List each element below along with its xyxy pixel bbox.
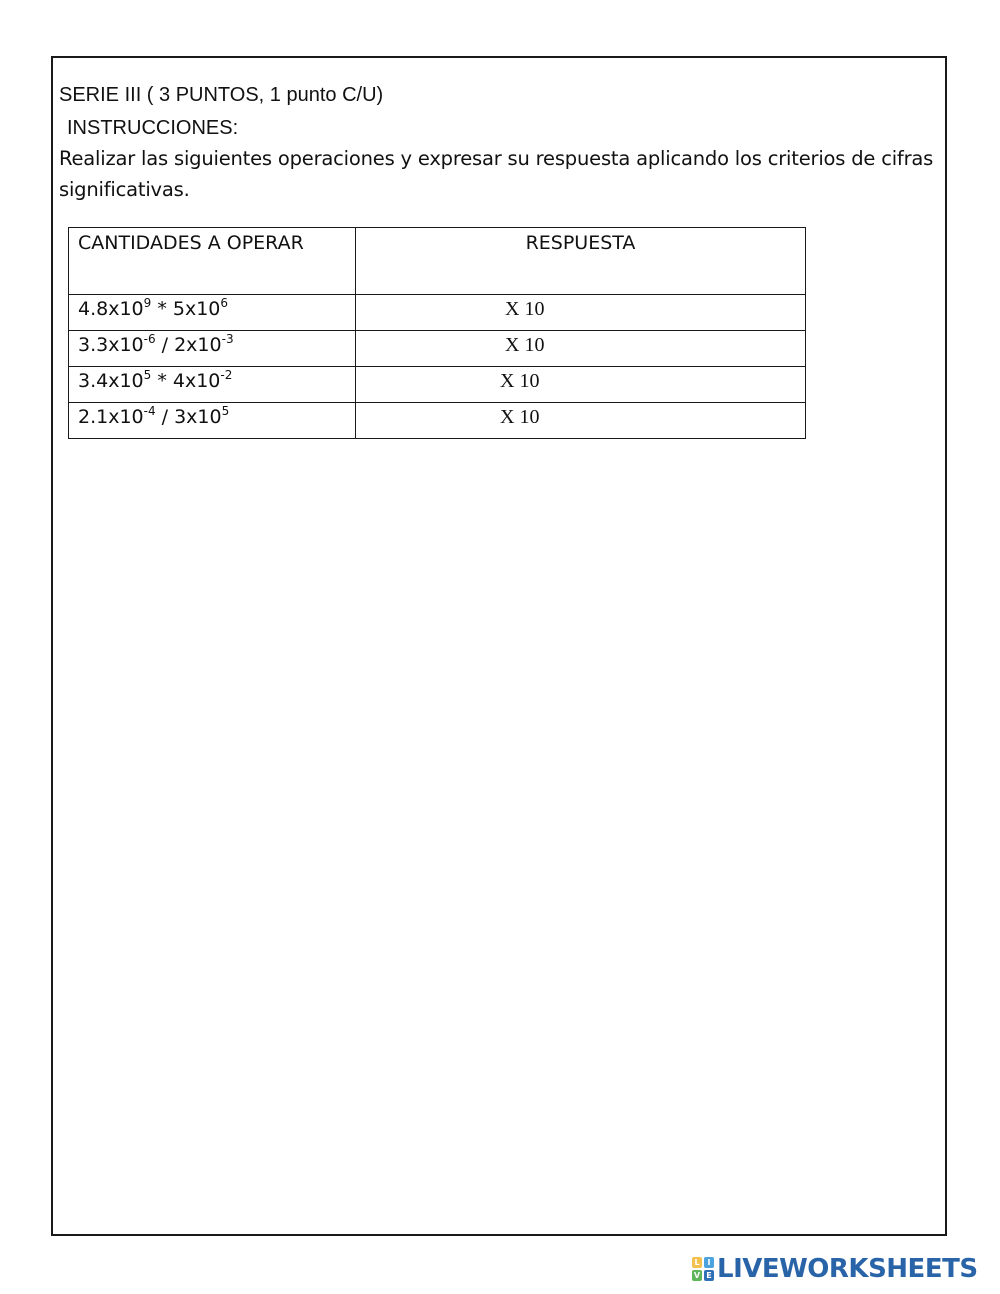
operand-a-base: 4.8x10 xyxy=(78,298,144,320)
operand-a-base: 3.3x10 xyxy=(78,334,144,356)
liveworksheets-logo-icon xyxy=(692,1257,714,1281)
operation-expression xyxy=(69,403,356,439)
instructions-title: INSTRUCCIONES: xyxy=(67,117,239,139)
operand-b-exponent: -2 xyxy=(220,368,233,382)
operand-a-base: 3.4x10 xyxy=(78,370,144,392)
logo-icon-letter: I xyxy=(704,1257,714,1268)
operation-expression xyxy=(69,331,356,367)
header-respuesta: RESPUESTA xyxy=(356,228,806,295)
answer-x10-label: X 10 xyxy=(505,298,545,320)
operand-a-exponent: 5 xyxy=(143,368,152,382)
operator: * xyxy=(151,370,173,392)
liveworksheets-logo[interactable] xyxy=(692,1255,978,1283)
answer-cell[interactable] xyxy=(356,403,806,439)
logo-text: LIVEWORKSHEETS xyxy=(717,1254,978,1284)
operand-b-base: 2x10 xyxy=(174,334,222,356)
operand-b-base: 3x10 xyxy=(174,406,222,428)
logo-icon-letter: V xyxy=(693,1271,701,1280)
operation-expression xyxy=(69,367,356,403)
serie-heading: SERIE III ( 3 PUNTOS, 1 punto C/U) xyxy=(59,84,384,106)
answer-x10-label: X 10 xyxy=(500,370,540,392)
table-row xyxy=(69,403,806,439)
operand-b-base: 5x10 xyxy=(172,298,221,320)
answer-cell[interactable] xyxy=(356,331,806,367)
operand-a-exponent: -4 xyxy=(143,404,156,418)
answer-cell[interactable] xyxy=(356,367,806,403)
answer-cell[interactable] xyxy=(356,295,806,331)
operand-a-exponent: 9 xyxy=(143,296,152,310)
operations-table xyxy=(68,227,806,439)
answer-x10-label: X 10 xyxy=(505,334,545,356)
logo-icon-letter: E xyxy=(704,1270,714,1281)
operation-expression xyxy=(69,295,356,331)
operator: / xyxy=(155,334,175,356)
operand-a-base: 2.1x10 xyxy=(78,406,144,428)
operand-a-exponent: -6 xyxy=(143,332,156,346)
header-cantidades: CANTIDADES A OPERAR xyxy=(69,228,356,295)
operand-b-exponent: -3 xyxy=(221,332,234,346)
table-header-row xyxy=(69,228,806,295)
operand-b-base: 4x10 xyxy=(172,370,221,392)
instructions-text: Realizar las siguientes operaciones y expresar su respuesta aplicando los criterios de cifras significativas. xyxy=(59,147,934,201)
answer-x10-label: X 10 xyxy=(500,406,540,428)
table-row xyxy=(69,367,806,403)
operand-b-exponent: 6 xyxy=(220,296,229,310)
operator: / xyxy=(155,406,175,428)
operator: * xyxy=(151,298,173,320)
table-row xyxy=(69,295,806,331)
table-row xyxy=(69,331,806,367)
operand-b-exponent: 5 xyxy=(221,404,230,418)
logo-icon-letter: L xyxy=(692,1257,702,1268)
